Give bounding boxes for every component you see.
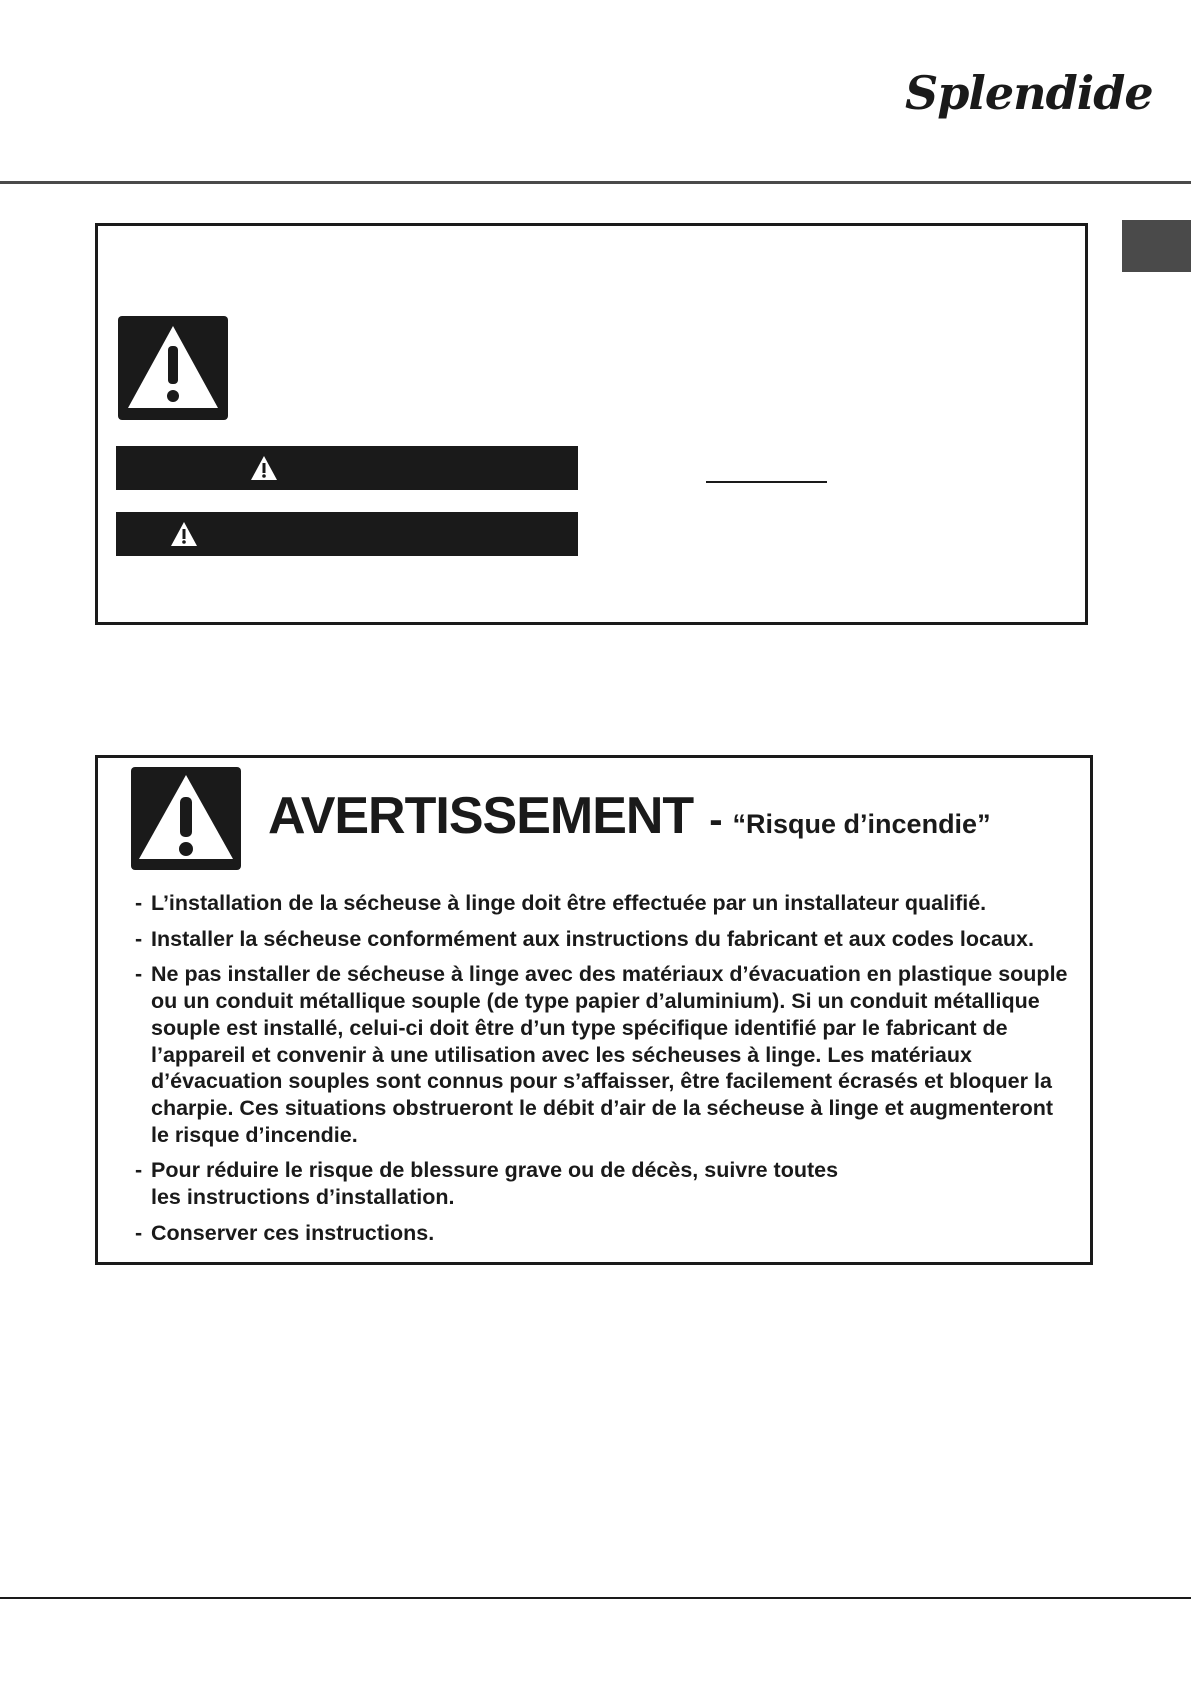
list-item-text: Conserver ces instructions. [151,1220,435,1245]
list-item-text: Installer la sécheuse conformément aux instructions du fabricant et aux codes locaux. [151,926,1034,951]
list-dash: - [135,891,143,915]
warning-triangle-small-icon [249,454,279,482]
underline-rule [706,481,827,483]
list-item-text: Pour réduire le risque de blessure grave ou de décès, suivre toutes les instructions d’installation. [151,1158,839,1210]
warning-triangle-icon [131,767,241,870]
list-item [135,1157,1075,1210]
list-item [135,890,1075,917]
list-item-text: L’installation de la sécheuse à linge doit être effectuée par un installateur qualifié. [151,891,987,915]
warning-signal-bar [116,512,578,556]
footer-divider [0,1597,1191,1599]
warning-triangle-small-icon [169,520,199,548]
warning-title: AVERTISSEMENT [268,787,694,845]
brand-logo: Splendide [905,66,1153,120]
language-tab-marker [1122,220,1191,272]
header-divider [0,181,1191,184]
danger-signal-bar [116,446,578,490]
list-item [135,961,1075,1148]
list-item-text: Ne pas installer de sécheuse à linge avec des matériaux d’évacuation en plastique souple ou un conduit métallique souple (de type papier d’aluminium). Si un conduit métallique souple est installé, celui-ci doit être d’un type spécifique identifié par le fabricant de l’appareil et convenir à une utilisation avec les sécheuses à linge. Les matériaux d’évacuation souples sont connus pour s’affaisser, être facilement écrasés et bloquer la charpie. Ces situations obstrueront le débit d’air de la sécheuse à linge et augmenteront le risque d’incendie. [151,962,1068,1147]
warning-heading [268,786,991,846]
safety-info-box [95,223,1088,625]
warning-subtitle: “Risque d’incendie” [732,809,991,839]
warning-title-separator: - [709,798,723,842]
list-dash: - [135,1220,143,1245]
list-item [135,1220,1075,1247]
warning-list [135,890,1075,1255]
list-item [135,926,1075,953]
list-dash: - [135,962,143,987]
warning-triangle-icon [118,316,228,420]
list-dash: - [135,1158,143,1183]
list-dash: - [135,926,143,951]
